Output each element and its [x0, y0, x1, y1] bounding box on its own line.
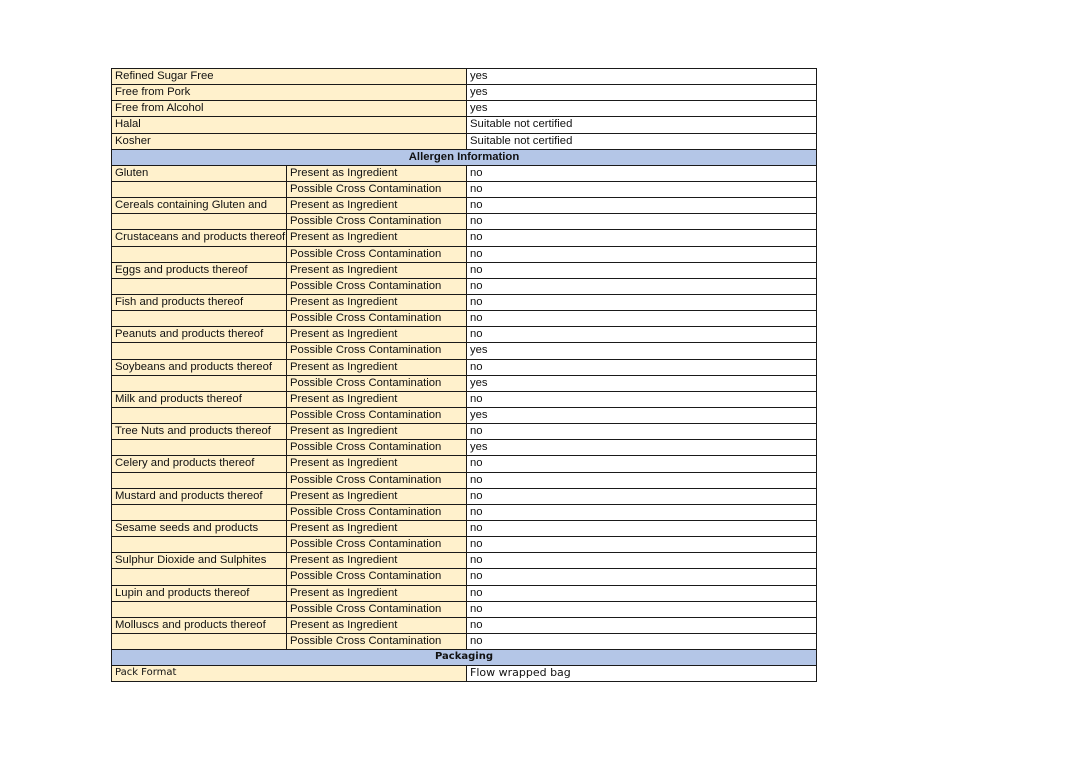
allergen-name-blank [112, 537, 287, 553]
allergen-row-cross [112, 343, 817, 359]
allergen-name-blank [112, 343, 287, 359]
allergen-type-label: Present as Ingredient [287, 165, 467, 181]
allergen-type-label: Present as Ingredient [287, 617, 467, 633]
allergen-type-label: Present as Ingredient [287, 262, 467, 278]
allergen-row-present [112, 165, 817, 181]
allergen-row-present [112, 327, 817, 343]
dietary-label: Halal [112, 117, 467, 133]
allergen-type-label: Possible Cross Contamination [287, 504, 467, 520]
allergen-present-value: no [467, 294, 817, 310]
dietary-value: yes [467, 69, 817, 85]
allergen-name-blank [112, 181, 287, 197]
allergen-cross-value: no [467, 601, 817, 617]
packaging-row [112, 666, 817, 682]
dietary-row [112, 69, 817, 85]
allergen-name-blank [112, 601, 287, 617]
allergen-type-label: Present as Ingredient [287, 424, 467, 440]
allergen-row-present [112, 585, 817, 601]
allergen-row-present [112, 617, 817, 633]
dietary-label: Refined Sugar Free [112, 69, 467, 85]
allergen-cross-value: no [467, 311, 817, 327]
allergen-type-label: Present as Ingredient [287, 520, 467, 536]
allergen-row-present [112, 520, 817, 536]
allergen-cross-value: no [467, 278, 817, 294]
allergen-present-value: no [467, 327, 817, 343]
allergen-name-blank [112, 472, 287, 488]
allergen-present-value: no [467, 198, 817, 214]
allergen-cross-value: yes [467, 375, 817, 391]
allergen-name: Fish and products thereof [112, 294, 287, 310]
allergen-name-blank [112, 440, 287, 456]
allergen-present-value: no [467, 424, 817, 440]
allergen-present-value: no [467, 359, 817, 375]
packaging-value: Flow wrapped bag [467, 666, 817, 682]
allergen-name-blank [112, 569, 287, 585]
allergen-present-value: no [467, 520, 817, 536]
allergen-name-blank [112, 633, 287, 649]
dietary-row [112, 101, 817, 117]
allergen-row-cross [112, 537, 817, 553]
allergen-row-present [112, 456, 817, 472]
allergen-row-cross [112, 311, 817, 327]
dietary-value: Suitable not certified [467, 117, 817, 133]
allergen-type-label: Present as Ingredient [287, 359, 467, 375]
allergen-cross-value: no [467, 633, 817, 649]
allergen-name-blank [112, 375, 287, 391]
allergen-name: Eggs and products thereof [112, 262, 287, 278]
allergen-name: Celery and products thereof [112, 456, 287, 472]
allergen-present-value: no [467, 391, 817, 407]
allergen-name-blank [112, 246, 287, 262]
allergen-cross-value: yes [467, 343, 817, 359]
allergen-type-label: Possible Cross Contamination [287, 407, 467, 423]
allergen-row-present [112, 488, 817, 504]
allergen-section-header: Allergen Information [112, 149, 817, 165]
dietary-row [112, 117, 817, 133]
allergen-type-label: Possible Cross Contamination [287, 472, 467, 488]
allergen-type-label: Possible Cross Contamination [287, 633, 467, 649]
allergen-type-label: Possible Cross Contamination [287, 181, 467, 197]
allergen-type-label: Present as Ingredient [287, 553, 467, 569]
allergen-name: Molluscs and products thereof [112, 617, 287, 633]
allergen-type-label: Present as Ingredient [287, 294, 467, 310]
allergen-present-value: no [467, 553, 817, 569]
allergen-row-cross [112, 407, 817, 423]
packaging-section-row [112, 650, 817, 666]
allergen-row-cross [112, 246, 817, 262]
packaging-section-header: Packaging [112, 650, 817, 666]
dietary-value: yes [467, 101, 817, 117]
allergen-name: Tree Nuts and products thereof [112, 424, 287, 440]
allergen-type-label: Possible Cross Contamination [287, 537, 467, 553]
allergen-cross-value: no [467, 504, 817, 520]
allergen-type-label: Present as Ingredient [287, 230, 467, 246]
allergen-present-value: no [467, 230, 817, 246]
allergen-present-value: no [467, 165, 817, 181]
dietary-row [112, 85, 817, 101]
allergen-present-value: no [467, 585, 817, 601]
allergen-row-cross [112, 601, 817, 617]
allergen-name-blank [112, 407, 287, 423]
allergen-name: Gluten [112, 165, 287, 181]
allergen-cross-value: yes [467, 440, 817, 456]
allergen-name: Crustaceans and products thereof [112, 230, 287, 246]
allergen-name-blank [112, 504, 287, 520]
allergen-type-label: Present as Ingredient [287, 198, 467, 214]
packaging-label: Pack Format [112, 666, 467, 682]
allergen-row-present [112, 553, 817, 569]
allergen-row-cross [112, 569, 817, 585]
allergen-cross-value: yes [467, 407, 817, 423]
allergen-row-present [112, 262, 817, 278]
allergen-cross-value: no [467, 246, 817, 262]
allergen-type-label: Possible Cross Contamination [287, 375, 467, 391]
allergen-type-label: Possible Cross Contamination [287, 569, 467, 585]
allergen-type-label: Present as Ingredient [287, 488, 467, 504]
allergen-row-present [112, 230, 817, 246]
allergen-name-blank [112, 278, 287, 294]
allergen-row-cross [112, 440, 817, 456]
allergen-row-present [112, 391, 817, 407]
allergen-type-label: Possible Cross Contamination [287, 278, 467, 294]
allergen-name: Soybeans and products thereof [112, 359, 287, 375]
allergen-cross-value: no [467, 569, 817, 585]
allergen-row-present [112, 294, 817, 310]
allergen-present-value: no [467, 456, 817, 472]
allergen-name-blank [112, 311, 287, 327]
allergen-cross-value: no [467, 537, 817, 553]
allergen-name: Lupin and products thereof [112, 585, 287, 601]
allergen-cross-value: no [467, 214, 817, 230]
dietary-value: Suitable not certified [467, 133, 817, 149]
allergen-name: Sulphur Dioxide and Sulphites [112, 553, 287, 569]
dietary-label: Free from Pork [112, 85, 467, 101]
allergen-type-label: Present as Ingredient [287, 456, 467, 472]
allergen-present-value: no [467, 262, 817, 278]
allergen-type-label: Present as Ingredient [287, 391, 467, 407]
allergen-cross-value: no [467, 472, 817, 488]
allergen-row-present [112, 424, 817, 440]
allergen-section-row [112, 149, 817, 165]
allergen-type-label: Possible Cross Contamination [287, 440, 467, 456]
allergen-row-cross [112, 472, 817, 488]
allergen-row-cross [112, 214, 817, 230]
dietary-label: Free from Alcohol [112, 101, 467, 117]
allergen-cross-value: no [467, 181, 817, 197]
allergen-type-label: Possible Cross Contamination [287, 343, 467, 359]
allergen-type-label: Possible Cross Contamination [287, 246, 467, 262]
sheet-body [112, 69, 817, 682]
allergen-row-cross [112, 633, 817, 649]
allergen-type-label: Present as Ingredient [287, 585, 467, 601]
allergen-present-value: no [467, 488, 817, 504]
allergen-row-cross [112, 181, 817, 197]
specification-sheet [111, 68, 817, 682]
allergen-row-cross [112, 375, 817, 391]
dietary-value: yes [467, 85, 817, 101]
allergen-type-label: Possible Cross Contamination [287, 311, 467, 327]
allergen-type-label: Possible Cross Contamination [287, 214, 467, 230]
allergen-present-value: no [467, 617, 817, 633]
allergen-row-present [112, 359, 817, 375]
allergen-name: Peanuts and products thereof [112, 327, 287, 343]
dietary-label: Kosher [112, 133, 467, 149]
dietary-row [112, 133, 817, 149]
allergen-name: Mustard and products thereof [112, 488, 287, 504]
allergen-row-present [112, 198, 817, 214]
allergen-type-label: Possible Cross Contamination [287, 601, 467, 617]
allergen-row-cross [112, 504, 817, 520]
allergen-type-label: Present as Ingredient [287, 327, 467, 343]
allergen-name: Cereals containing Gluten and [112, 198, 287, 214]
allergen-name: Milk and products thereof [112, 391, 287, 407]
allergen-row-cross [112, 278, 817, 294]
allergen-name-blank [112, 214, 287, 230]
allergen-name: Sesame seeds and products [112, 520, 287, 536]
